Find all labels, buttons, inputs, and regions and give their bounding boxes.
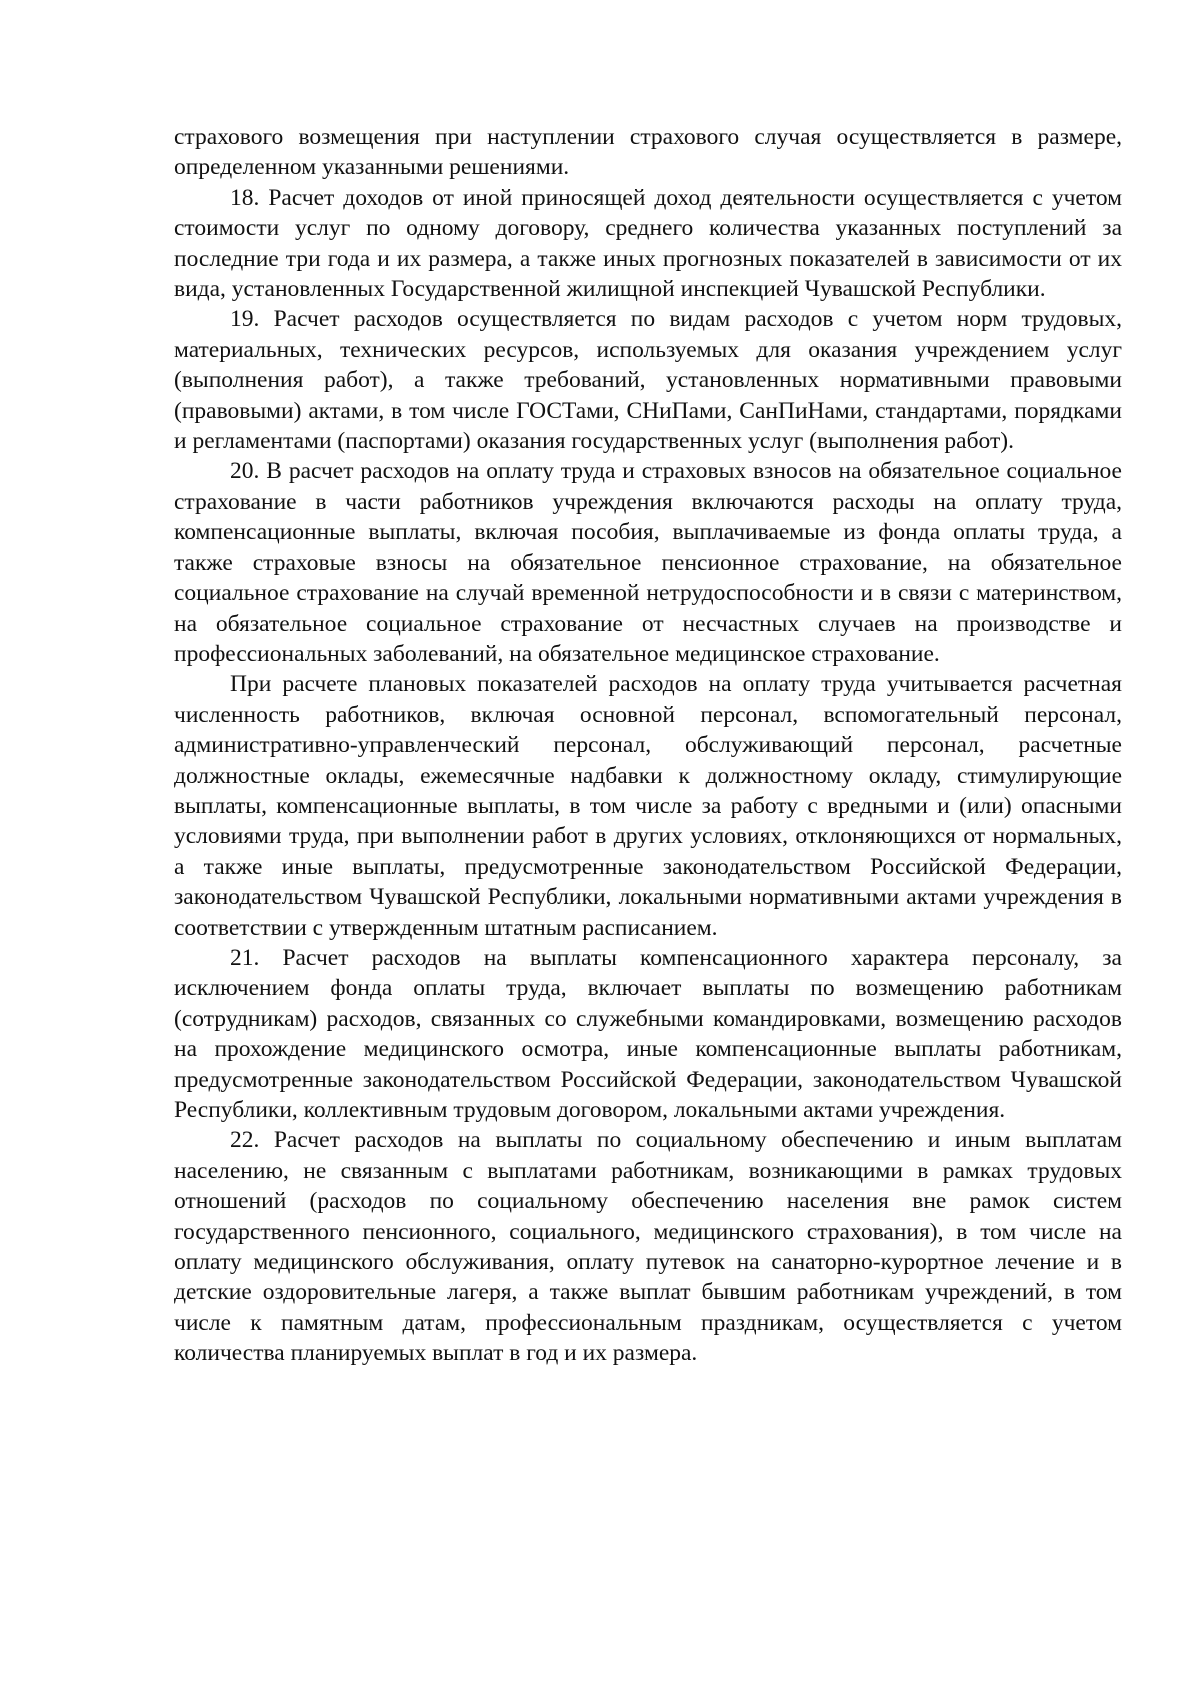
paragraph-19: 19. Расчет расходов осуществляется по видам расходов с учетом норм трудовых, материальных, технических ресурсов, используемых для оказания учреждением услуг (выполнения работ), а также требований, установленных нормативными правовыми (правовыми) актами, в том числе ГОСТами, СНиПами, СанПиНами, стандартами, порядками и регламентами (паспортами) оказания государственных услуг (выполнения работ). [174,306,1122,455]
paragraph-18: 18. Расчет доходов от иной приносящей доход деятельности осуществляется с учетом стоимости услуг по одному договору, среднего количества указанных поступлений за последние три года и их размера, а также иных прогнозных показателей в зависимости от их вида, установленных Государственной жилищной инспекцией Чувашской Республики. [174,184,1122,303]
paragraph-22: 22. Расчет расходов на выплаты по социальному обеспечению и иным выплатам населению, не связанным с выплатами работникам, возникающими в рамках трудовых отношений (расходов по социальному обеспечению населения вне рамок систем государственного пенсионного, социального, медицинского страхования), в том числе на оплату медицинского обслуживания, оплату путевок на санаторно-курортное лечение и в детские оздоровительные лагеря, а также выплат бывшим работникам учреждений, в том числе к памятным датам, профессиональным праздникам, осуществляется с учетом количества планируемых выплат в год и их размера. [174,1127,1122,1367]
paragraph-21: 21. Расчет расходов на выплаты компенсационного характера персоналу, за исключением фонда оплаты труда, включает выплаты по возмещению работникам (сотрудникам) расходов, связанных со служебными командировками, возмещению расходов на прохождение медицинского осмотра, иные компенсационные выплаты работникам, предусмотренные законодательством Российской Федерации, законодательством Чувашской Республики, коллективным трудовым договором, локальными актами учреждения. [174,944,1122,1123]
paragraph-continuation: страхового возмещения при наступлении страхового случая осуществляется в размере, определенном указанными решениями. [174,124,1122,181]
paragraph-20: 20. В расчет расходов на оплату труда и страховых взносов на обязательное социальное страхование в части работников учреждения включаются расходы на оплату труда, компенсационные выплаты, включая пособия, выплачиваемые из фонда оплаты труда, а также страховые взносы на обязательное пенсионное страхование, на обязательное социальное страхование на случай временной нетрудоспособности и в связи с материнством, на обязательное социальное страхование от несчастных случаев на производстве и профессиональных заболеваний, на обязательное медицинское страхование. [174,458,1122,667]
paragraph-20-payroll: При расчете плановых показателей расходов на оплату труда учитывается расчетная численность работников, включая основной персонал, вспомогательный персонал, административно-управленческий персонал, обслуживающий персонал, расчетные должностные оклады, ежемесячные надбавки к должностному окладу, стимулирующие выплаты, компенсационные выплаты, в том числе за работу с вредными и (или) опасными условиями труда, при выполнении работ в других условиях, отклоняющихся от нормальных, а также иные выплаты, предусмотренные законодательством Российской Федерации, законодательством Чувашской Республики, локальными нормативными актами учреждения в соответствии с утвержденным штатным расписанием. [174,671,1122,941]
document-body [174,122,1122,1369]
